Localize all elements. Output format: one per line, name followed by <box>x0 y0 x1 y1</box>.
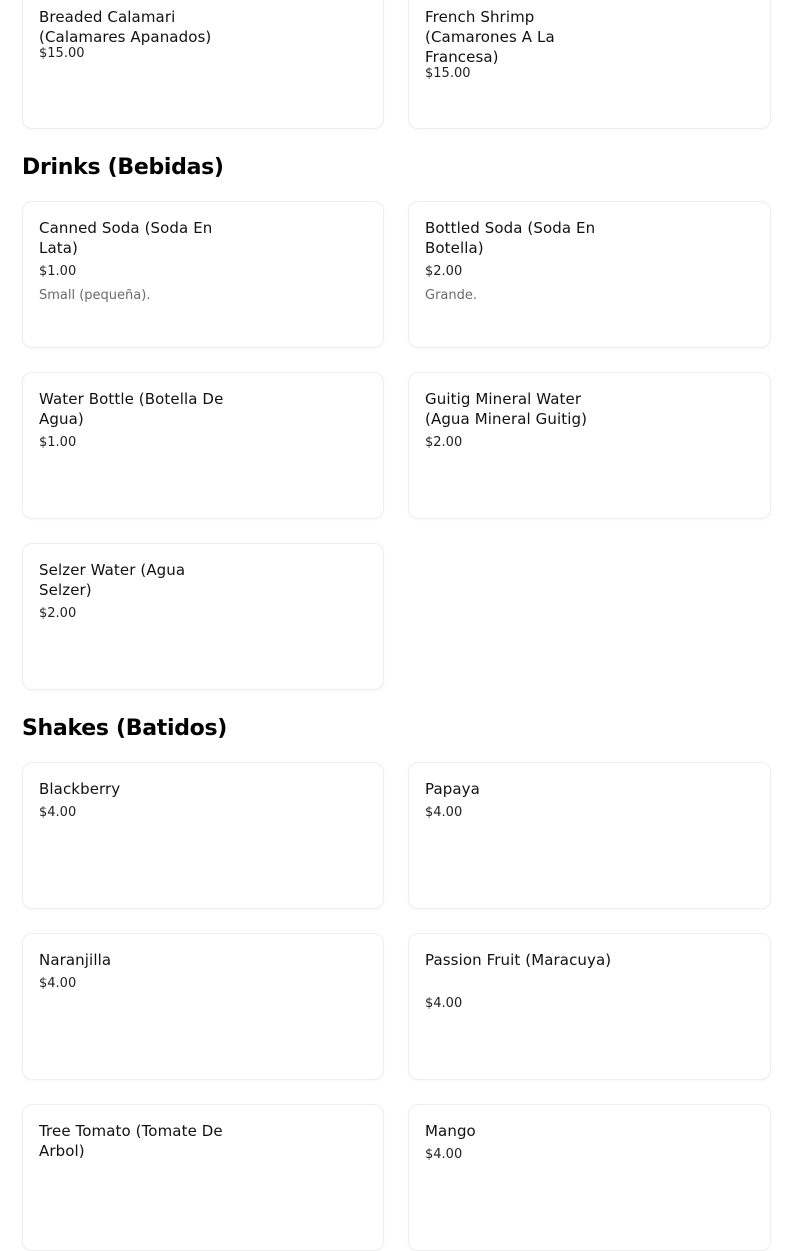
menu-item-card[interactable] <box>22 1104 384 1251</box>
item-price: $2.00 <box>39 606 77 621</box>
item-name: Guitig Mineral Water (Agua Mineral Guitig) <box>425 390 588 428</box>
item-name: Passion Fruit (Maracuya) <box>425 951 612 969</box>
item-price: $2.00 <box>425 264 463 279</box>
menu-item-card[interactable] <box>22 201 384 348</box>
menu-item-card[interactable] <box>408 1104 771 1251</box>
item-name: Papaya <box>425 780 480 798</box>
menu-item-card[interactable] <box>22 372 384 519</box>
menu-item-card[interactable] <box>408 762 771 909</box>
item-description: Grande. <box>425 288 478 303</box>
item-price: $4.00 <box>425 805 463 820</box>
item-name: Water Bottle (Botella De Agua) <box>39 390 224 428</box>
menu-item-card[interactable] <box>408 0 771 129</box>
item-price: $4.00 <box>39 805 77 820</box>
menu-item-card[interactable] <box>408 933 771 1080</box>
menu-item-card[interactable] <box>22 543 384 690</box>
menu-item-card[interactable] <box>22 933 384 1080</box>
item-price: $1.00 <box>39 264 77 279</box>
section-title-drinks: Drinks (Bebidas) <box>22 155 224 180</box>
item-name: Canned Soda (Soda En Lata) <box>39 219 213 257</box>
item-name: Mango <box>425 1122 476 1140</box>
item-name: Bottled Soda (Soda En Botella) <box>425 219 596 257</box>
item-name: Breaded Calamari (Calamares Apanados) <box>39 8 212 46</box>
item-name: Tree Tomato (Tomate De Arbol) <box>39 1122 223 1160</box>
menu-item-card[interactable] <box>22 0 384 129</box>
item-price: $1.00 <box>39 435 77 450</box>
menu-item-card[interactable] <box>408 201 771 348</box>
section-title-shakes: Shakes (Batidos) <box>22 716 228 741</box>
item-price: $4.00 <box>425 1147 463 1162</box>
menu-item-card[interactable] <box>22 762 384 909</box>
item-name: Selzer Water (Agua Selzer) <box>39 561 186 599</box>
item-name: Naranjilla <box>39 951 112 969</box>
menu-item-card[interactable] <box>408 372 771 519</box>
item-description: Small (pequeña). <box>39 288 151 303</box>
item-price: $4.00 <box>425 996 463 1011</box>
item-price: $4.00 <box>39 976 77 991</box>
item-price: $15.00 <box>39 46 85 61</box>
item-price: $2.00 <box>425 435 463 450</box>
item-price: $15.00 <box>425 66 471 81</box>
item-name: French Shrimp (Camarones A La Francesa) <box>425 8 555 66</box>
item-name: Blackberry <box>39 780 121 798</box>
